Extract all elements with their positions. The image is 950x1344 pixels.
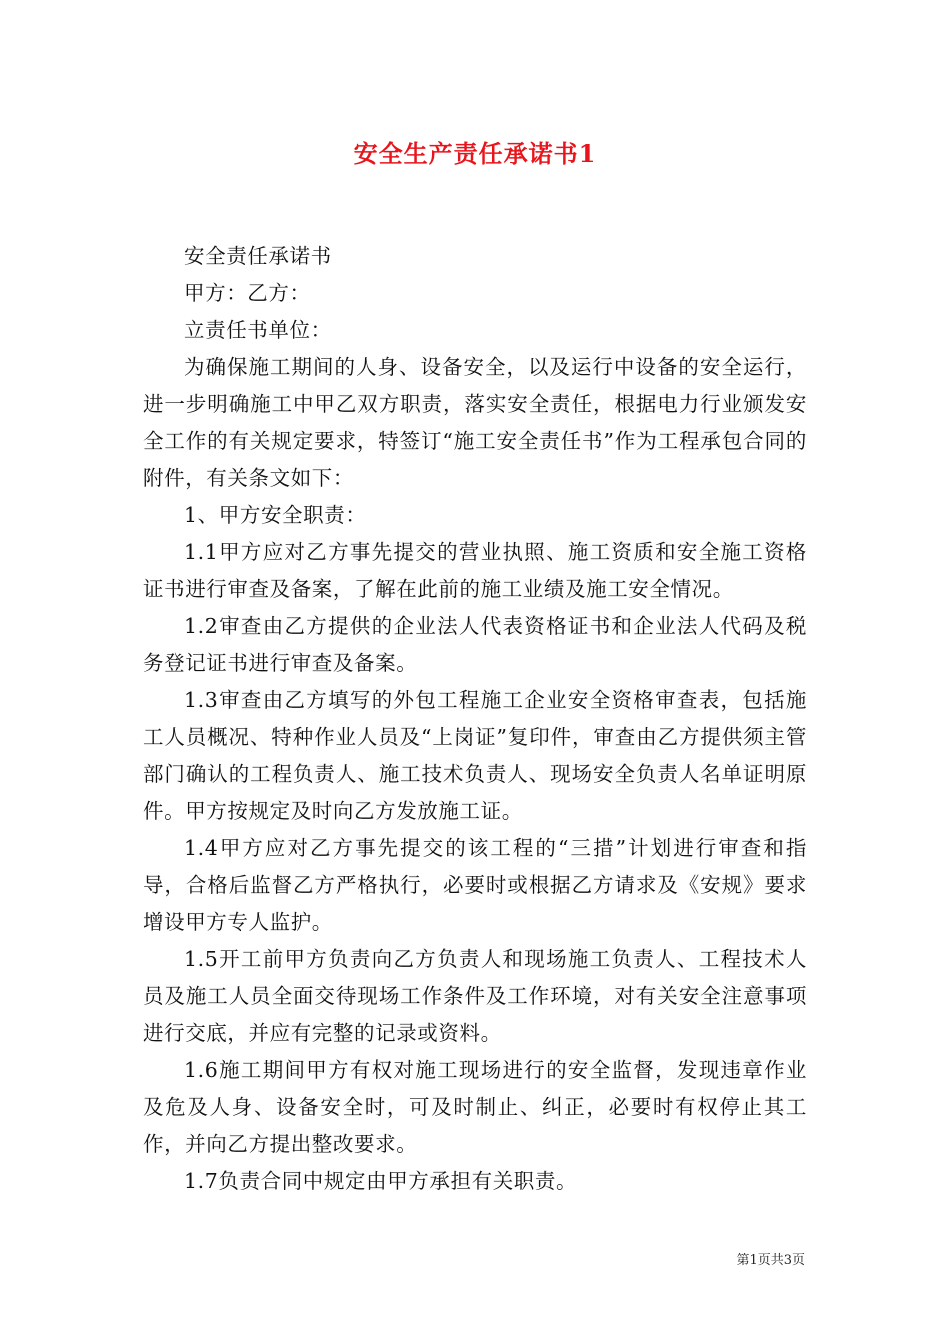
paragraph: 1、甲方安全职责： xyxy=(184,503,367,527)
paragraph: 1.5开工前甲方负责向乙方负责人和现场施工负责人、工程技术人员及施工人员全面交待现场工作条件及工作环境，对有关安全注意事项进行交底，并应有完整的记录或资料。 xyxy=(143,947,807,1045)
document-body xyxy=(143,238,807,1200)
paragraph: 1.4甲方应对乙方事先提交的该工程的“三措”计划进行审查和指导，合格后监督乙方严格执行，必要时或根据乙方请求及《安规》要求增设甲方专人监护。 xyxy=(143,836,807,934)
paragraph: 1.1甲方应对乙方事先提交的营业执照、施工资质和安全施工资格证书进行审查及备案，了解在此前的施工业绩及施工安全情况。 xyxy=(143,540,807,601)
paragraph: 1.3审查由乙方填写的外包工程施工企业安全资格审查表，包括施工人员概况、特种作业人员及“上岗证”复印件，审查由乙方提供须主管部门确认的工程负责人、施工技术负责人、现场安全负责人名单证明原件。甲方按规定及时向乙方发放施工证。 xyxy=(143,688,807,823)
paragraph: 甲方：乙方： xyxy=(184,281,311,305)
paragraph: 立责任书单位： xyxy=(184,318,332,342)
paragraph: 安全责任承诺书 xyxy=(184,244,332,268)
paragraph: 1.2审查由乙方提供的企业法人代表资格证书和企业法人代码及税务登记证书进行审查及备案。 xyxy=(143,614,807,675)
page-number: 第1页共3页 xyxy=(736,1253,805,1268)
paragraph: 1.7负责合同中规定由甲方承担有关职责。 xyxy=(184,1169,578,1193)
paragraph: 1.6施工期间甲方有权对施工现场进行的安全监督，发现违章作业及危及人身、设备安全时，可及时制止、纠正，必要时有权停止其工作，并向乙方提出整改要求。 xyxy=(143,1058,807,1156)
page-title: 安全生产责任承诺书1 xyxy=(353,139,597,168)
paragraph: 为确保施工期间的人身、设备安全，以及运行中设备的安全运行，进一步明确施工中甲乙双方职责，落实安全责任，根据电力行业颁发安全工作的有关规定要求，特签订“施工安全责任书”作为工程承包合同的附件，有关条文如下： xyxy=(143,355,807,490)
